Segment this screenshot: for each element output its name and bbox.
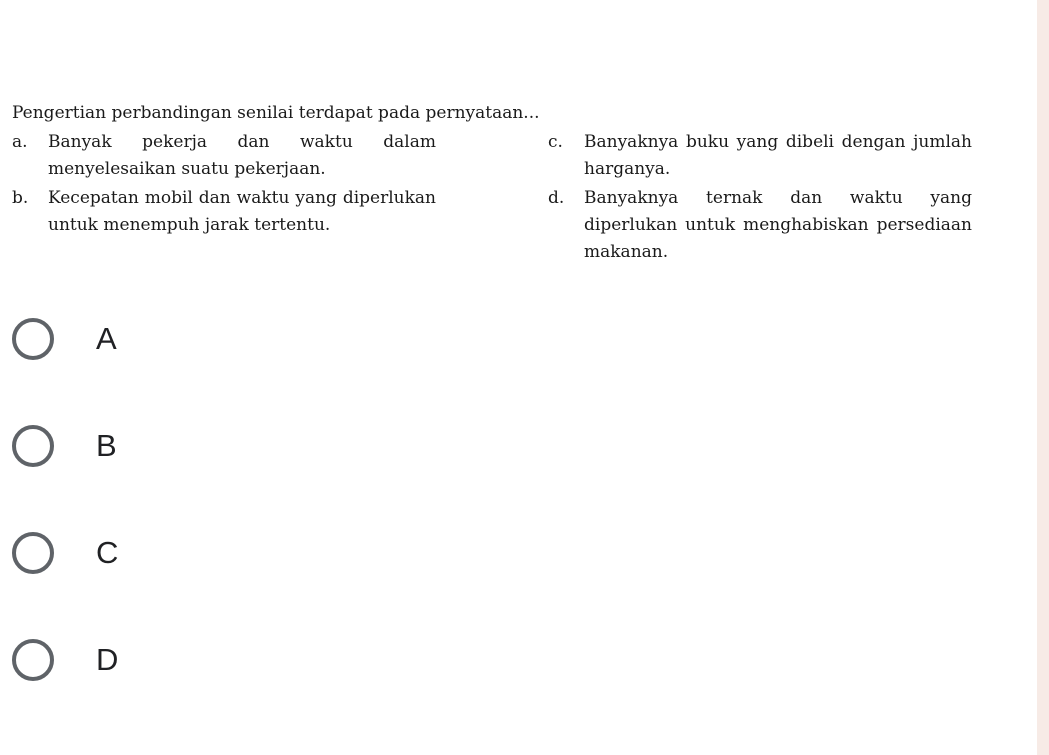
radio-button-c[interactable]: [12, 532, 54, 574]
statement-letter: b.: [12, 188, 29, 208]
right-edge-strip: [1037, 0, 1049, 755]
statement-options: [12, 129, 972, 268]
statement-text: Kecepatan mobil dan waktu yang diperlukan untuk menempuh jarak tertentu.: [48, 188, 436, 235]
answer-choices: [12, 312, 118, 740]
statement-option-c: [548, 129, 972, 183]
answer-option-b[interactable]: [12, 419, 118, 473]
statement-text: Banyaknya buku yang dibeli dengan jumlah harganya.: [584, 132, 972, 179]
statement-option-b: [12, 185, 436, 266]
statement-letter: a.: [12, 132, 28, 152]
statement-text: Banyaknya ternak dan waktu yang diperlukan untuk menghabiskan persediaan makanan.: [584, 188, 972, 262]
answer-option-a[interactable]: [12, 312, 118, 366]
statement-option-d: [548, 185, 972, 266]
radio-button-d[interactable]: [12, 639, 54, 681]
radio-button-b[interactable]: [12, 425, 54, 467]
question-block: [12, 100, 972, 268]
statement-text: Banyak pekerja dan waktu dalam menyelesaikan suatu pekerjaan.: [48, 132, 436, 179]
answer-label-c[interactable]: C: [96, 535, 119, 570]
statement-letter: c.: [548, 132, 563, 152]
statement-letter: d.: [548, 188, 565, 208]
radio-button-a[interactable]: [12, 318, 54, 360]
question-title: Pengertian perbandingan senilai terdapat pada pernyataan...: [12, 103, 540, 123]
answer-option-c[interactable]: [12, 526, 118, 580]
answer-label-b[interactable]: B: [96, 428, 117, 463]
answer-label-a[interactable]: A: [96, 321, 117, 356]
answer-option-d[interactable]: [12, 633, 118, 687]
answer-label-d[interactable]: D: [96, 642, 119, 677]
statement-option-a: [12, 129, 436, 183]
